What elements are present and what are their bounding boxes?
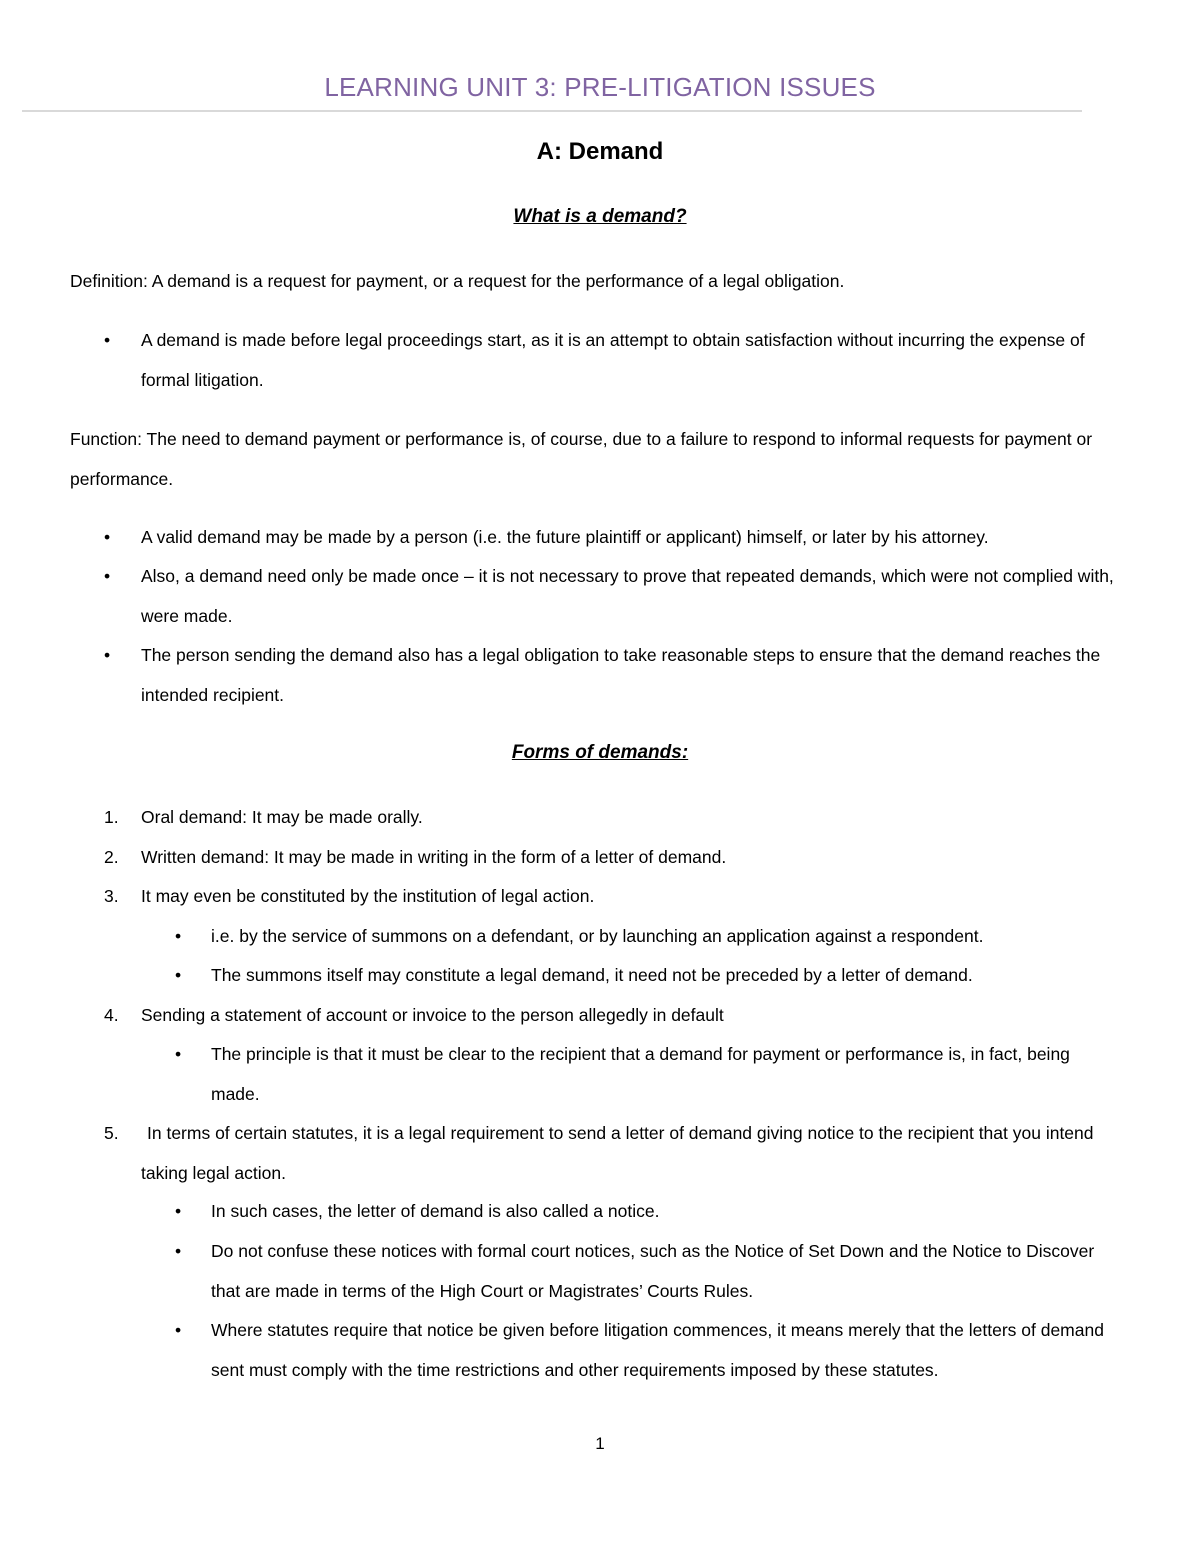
definition-paragraph: Definition: A demand is a request for payment, or a request for the performance of a legal obligation. xyxy=(70,271,845,291)
list-number: 1. xyxy=(104,807,119,827)
sub-bullet-item: In such cases, the letter of demand is also called a notice. xyxy=(211,1201,660,1221)
sub-bullet-item: i.e. by the service of summons on a defendant, or by launching an application against a respondent. xyxy=(211,926,984,946)
bullet-marker: • xyxy=(104,527,111,547)
bullet-marker: • xyxy=(175,965,182,985)
bullet-item: A demand is made before legal proceedings start, as it is an attempt to obtain satisfaction without incurring the expense of formal litigation. xyxy=(141,330,1085,390)
title-divider xyxy=(22,110,1082,112)
list-item: Written demand: It may be made in writing in the form of a letter of demand. xyxy=(141,847,727,867)
sub-bullet-item: The principle is that it must be clear to the recipient that a demand for payment or performance is, in fact, being made. xyxy=(211,1044,1070,1104)
list-item: It may even be constituted by the institution of legal action. xyxy=(141,886,595,906)
bullet-marker: • xyxy=(175,1044,182,1064)
function-paragraph: Function: The need to demand payment or performance is, of course, due to a failure to respond to informal requests for payment or performance. xyxy=(70,429,1093,489)
bullet-marker: • xyxy=(175,1320,182,1340)
section-heading: A: Demand xyxy=(536,138,664,165)
bullet-marker: • xyxy=(104,645,111,665)
list-number: 4. xyxy=(104,1005,119,1025)
subheading-forms-of-demands: Forms of demands: xyxy=(511,742,689,763)
bullet-marker: • xyxy=(104,566,111,586)
bullet-item: Also, a demand need only be made once – it is not necessary to prove that repeated demands, which were not complied with, were made. xyxy=(141,566,1114,626)
list-number: 3. xyxy=(104,886,119,906)
list-number: 2. xyxy=(104,847,119,867)
sub-bullet-item: Where statutes require that notice be given before litigation commences, it means merely that the letters of demand sent must comply with the time restrictions and other requirements imposed by these statutes. xyxy=(211,1320,1104,1380)
list-item: In terms of certain statutes, it is a legal requirement to send a letter of demand giving notice to the recipient that you intend taking legal action. xyxy=(141,1123,1094,1183)
document-title: LEARNING UNIT 3: PRE-LITIGATION ISSUES xyxy=(324,72,876,102)
sub-bullet-item: The summons itself may constitute a legal demand, it need not be preceded by a letter of demand. xyxy=(211,965,973,985)
page-number: 1 xyxy=(595,1434,605,1453)
list-item: Oral demand: It may be made orally. xyxy=(141,807,423,827)
list-number: 5. xyxy=(104,1123,119,1143)
subheading-what-is-demand: What is a demand? xyxy=(513,206,687,227)
bullet-item: A valid demand may be made by a person (i.e. the future plaintiff or applicant) himself, or later by his attorney. xyxy=(141,527,989,547)
list-item: Sending a statement of account or invoice to the person allegedly in default xyxy=(141,1005,724,1025)
sub-bullet-item: Do not confuse these notices with formal court notices, such as the Notice of Set Down and the Notice to Discover that are made in terms of the High Court or Magistrates’ Courts Rules. xyxy=(211,1241,1095,1301)
bullet-marker: • xyxy=(175,1241,182,1261)
bullet-marker: • xyxy=(175,1201,182,1221)
bullet-marker: • xyxy=(104,330,111,350)
bullet-item: The person sending the demand also has a legal obligation to take reasonable steps to ensure that the demand reaches the intended recipient. xyxy=(141,645,1101,705)
bullet-marker: • xyxy=(175,926,182,946)
